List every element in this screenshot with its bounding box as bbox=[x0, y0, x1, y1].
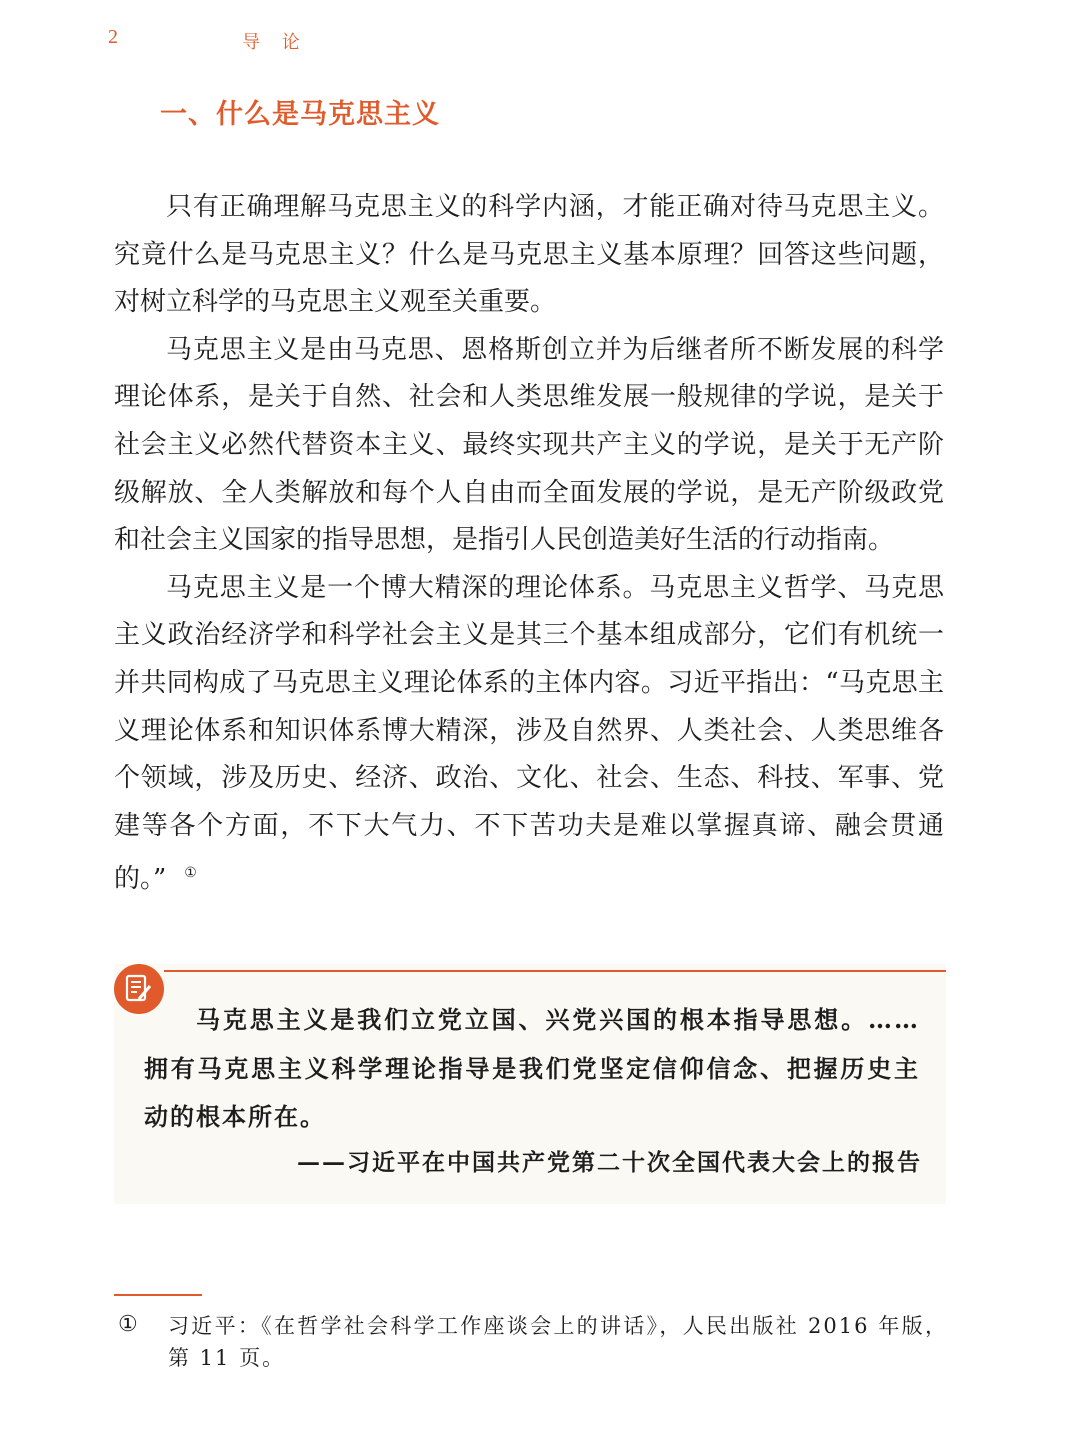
footnote-mark: ① bbox=[118, 1312, 138, 1337]
body-text bbox=[114, 184, 944, 904]
paragraph-3 bbox=[114, 565, 944, 904]
quote-box bbox=[114, 964, 946, 1204]
page-number: 2 bbox=[108, 26, 118, 48]
paragraph-1: 只有正确理解马克思主义的科学内涵，才能正确对待马克思主义。究竟什么是马克思主义？什么是马克思主义基本原理？回答这些问题，对树立科学的马克思主义观至关重要。 bbox=[114, 192, 944, 318]
section-title: 一、什么是马克思主义 bbox=[160, 99, 440, 130]
footnote-text: 习近平：《在哲学社会科学工作座谈会上的讲话》，人民出版社 2016 年版，第 11 页。 bbox=[168, 1314, 948, 1370]
footnote-reference[interactable]: ① bbox=[184, 865, 197, 882]
quote-paragraph: 马克思主义是我们立党立国、兴党兴国的根本指导思想。……拥有马克思主义科学理论指导是我们党坚定信仰信念、把握历史主动的根本所在。 bbox=[144, 1005, 920, 1131]
running-head: 导 论 bbox=[242, 32, 308, 53]
quote-text bbox=[144, 996, 920, 1142]
quote-source: ——习近平在中国共产党第二十次全国代表大会上的报告 bbox=[297, 1149, 922, 1176]
footnote-divider bbox=[114, 1294, 202, 1296]
paragraph-2: 马克思主义是由马克思、恩格斯创立并为后继者所不断发展的科学理论体系，是关于自然、社会和人类思维发展一般规律的学说，是关于社会主义必然代替资本主义、最终实现共产主义的学说，是关于无产阶级解放、全人类解放和每个人自由而全面发展的学说，是无产阶级政党和社会主义国家的指导思想，是指引人民创造美好生活的行动指南。 bbox=[114, 334, 944, 556]
paragraph-3-text: 马克思主义是一个博大精深的理论体系。马克思主义哲学、马克思主义政治经济学和科学社会主义是其三个基本组成部分，它们有机统一并共同构成了马克思主义理论体系的主体内容。习近平指出：“马克思主义理论体系和知识体系博大精深，涉及自然界、人类社会、人类思维各个领域，涉及历史、经济、政治、文化、社会、生态、科技、军事、党建等各个方面，不下大气力、不下苦功夫是难以掌握真谛、融会贯通的。” bbox=[114, 572, 944, 895]
quote-divider bbox=[164, 970, 946, 972]
